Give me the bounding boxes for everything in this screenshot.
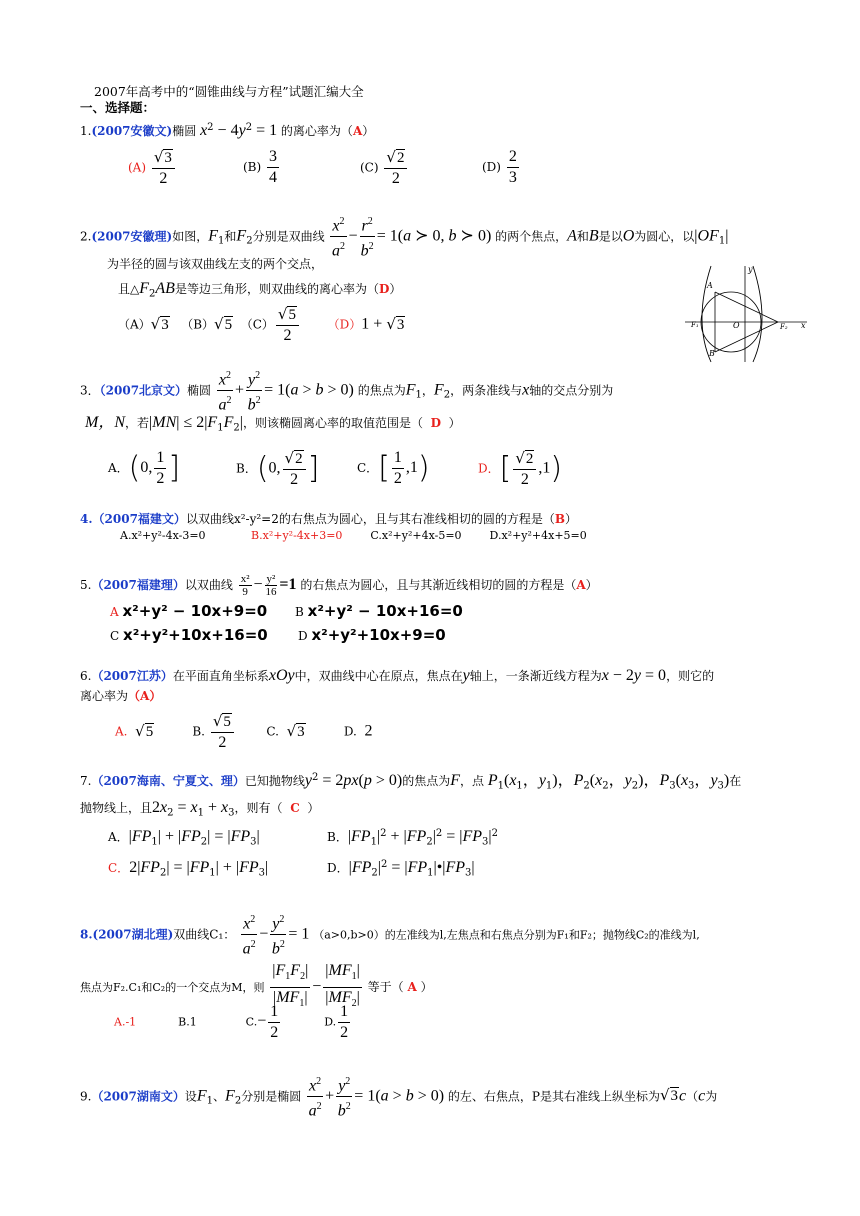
q7-option-a: A．$|FP_1| + |FP_2| = |FP_3|$: [108, 828, 260, 848]
q6-options: A. √5 B. $\frac{√5}{2}$ C. √3 D. 2: [115, 712, 373, 751]
q1-option-c: (C) $\frac{√2}{2}$: [360, 147, 409, 189]
q2-line2: 为半径的圆与该双曲线左支的两个交点，: [107, 257, 324, 271]
q5-option-c: C x²+y²+10x+16=0: [110, 626, 268, 644]
section-heading: 一、选择题：: [80, 100, 156, 115]
q3-option-c: C．[ $\frac{1}{2}$ ,1): [357, 449, 430, 487]
question-8: 8.(2007湖北理)双曲线C₁： $\frac{x^2}{a^2}$ − $\frac{y^2}{b^2}$ = 1 （a>0,b>0）的左准线为l,左焦点和右焦点分别为F₁和F₂；抛物线C₂的准线为l,: [80, 910, 700, 960]
q2-line3: 且$\triangle F_2AB$是等边三角形，则双曲线的离心率为（D）: [118, 280, 402, 300]
svg-text:F₂: F₂: [780, 323, 788, 331]
question-3: 3．（2007北京文）椭圆 $\frac{x^2}{a^2}$ + $\frac{y^2}{b^2}$ = 1(a > b > 0) 的焦点为$F_1$，$F_2$，两条准线与x轴的交点分别为: [80, 366, 613, 416]
label-b: B: [709, 349, 715, 358]
q1-option-a: (A) $\frac{√3}{2}$: [128, 147, 177, 189]
question-5: 5.（2007福建理）以双曲线 $\frac{\text{x²}}{9}$ − $\frac{\text{y²}}{16}$ =1 的右焦点为圆心，且与其渐近线相切的圆的方程是（A）: [80, 573, 598, 598]
source-tag: (2007安徽文): [91, 124, 173, 138]
q8-options: A.-1 B.1 C.− $\frac{1}{2}$ D. $\frac{1}{2}$: [114, 1003, 349, 1041]
q6-line2: 离心率为（A）: [80, 689, 162, 703]
question-6: 6.（2007江苏）在平面直角坐标系xOy中，双曲线中心在原点，焦点在y轴上，一条渐近线方程为x − 2y = 0，则它的: [80, 667, 715, 684]
question-9: 9.（2007湖南文）设$F_1$、$F_2$分别是椭圆 $\frac{x^2}{a^2}$ + $\frac{y^2}{b^2}$ = 1(a > b > 0) 的左、右焦点，P是其右准线上纵坐标为√3c（c为: [80, 1072, 717, 1122]
answer: A: [352, 124, 363, 138]
q5-option-d: D x²+y²+10x+9=0: [298, 626, 446, 644]
q3-line2: M，N，若$|MN| \le 2|F_1F_2|$，则该椭圆离心率的取值范围是（ D ）: [85, 414, 461, 434]
q3-option-b: B．(0, $\frac{√2}{2}$ ]: [236, 449, 320, 488]
q7-option-c: C．$2|FP_2| = |FP_1| + |FP_3|$: [108, 859, 269, 879]
q1-option-b: (B) $\frac{3}{4}$: [243, 148, 278, 186]
question-1: 1.(2007安徽文)椭圆 $x^2 - 4y^2 = 1$ 的离心率为（A）: [80, 122, 375, 139]
question-4: 4.（2007福建文）以双曲线x²-y²=2的右焦点为圆心，且与其右准线相切的圆的方程是（B）: [80, 512, 578, 526]
hyperbola-figure: [683, 262, 811, 366]
label-a: A: [707, 281, 713, 290]
svg-text:x: x: [801, 321, 806, 330]
q7-option-b: B．$|FP_1|^2 + |FP_2|^2 = |FP_3|^2$: [327, 828, 498, 848]
question-7: 7.（2007海南、宁夏文、理）已知抛物线$y^2 = 2px(p > 0)$的焦点为F，点 $P_1(x_1$，$y_1$)，$P_2(x_2$，$y_2$)，$P_3(x_3$，$y_3$)在: [80, 772, 742, 792]
question-2: 2.(2007安徽理)如图，$F_1$和$F_2$分别是双曲线 $\frac{x^2}{a^2}$ − $\frac{r^2}{b^2}$ = 1(a ≻ 0, b ≻ 0) 的两个焦点，A和B是以O为圆心，以$|OF_1|$: [80, 212, 728, 262]
svg-text:F₁: F₁: [691, 321, 699, 329]
doc-title: 2007年高考中的“圆锥曲线与方程”试题汇编大全: [94, 84, 364, 99]
q3-option-d: D．[ $\frac{√2}{2}$ ,1): [478, 449, 563, 488]
q4-options: A.x²+y²-4x-3=0 B.x²+y²-4x+3=0 C.x²+y²+4x-5=0 D.x²+y²+4x+5=0: [120, 529, 587, 542]
q5-option-b: B x²+y² − 10x+16=0: [295, 602, 463, 620]
q7-option-d: D．$|FP_2|^2$ = $|FP_1|•|FP_3|$: [327, 859, 475, 879]
q3-option-a: A．(0, $\frac{1}{2}$ ]: [108, 449, 181, 487]
q1-option-d: (D) $\frac{2}{3}$: [482, 148, 517, 186]
q2-options: （A）√3 （B）√5 （C） $\frac{√5}{2}$ （D）1 + √3: [118, 305, 405, 344]
q5-option-a: A x²+y² − 10x+9=0: [110, 602, 268, 620]
svg-text:O: O: [733, 321, 740, 330]
svg-text:y: y: [748, 265, 753, 274]
q7-line2: 抛物线上，且$2x_2 = x_1 + x_3$，则有（ C ）: [80, 799, 320, 819]
q8-line2: 焦点为F₂.C₁和C₂的一个交点为M，则 $\frac{|F_1F_2|}{|MF_1|}$ − $\frac{|MF_1|}{|MF_2|}$ 等于（ A ）: [80, 962, 433, 1010]
